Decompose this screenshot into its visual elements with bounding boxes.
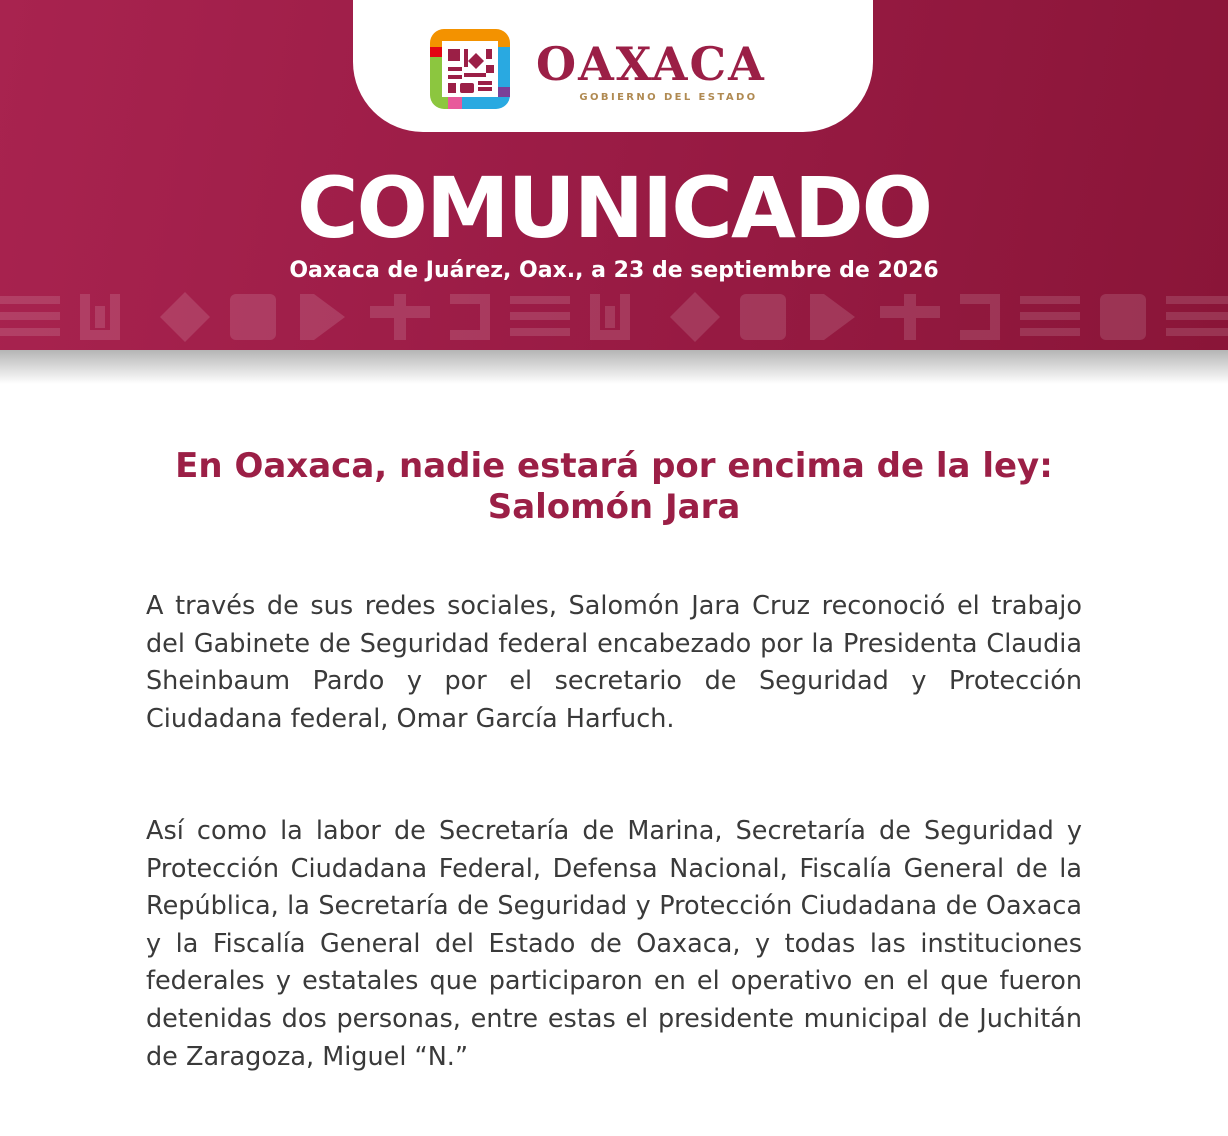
- brand-subtitle: GOBIERNO DEL ESTADO: [579, 92, 758, 103]
- article-paragraph: Así como la labor de Secretaría de Marina, Secretaría de Seguridad y Protección Ciudadana Federal, Defensa Nacional, Fiscalía General de la República, la Secretaría de Seguridad y Protección Ciudadana de Oaxaca y la Fiscalía General del Estado de Oaxaca, y todas las instituciones federales y estatales que participaron en el operativo en el que fueron detenidas dos personas, entre estas el presidente municipal de Juchitán de Zaragoza, Miguel “N.”: [146, 816, 1082, 1072]
- fretwork-pattern-icon: [0, 288, 1228, 346]
- header-shadow: [0, 350, 1228, 384]
- page-title: COMUNICADO: [296, 159, 932, 257]
- dateline: Oaxaca de Juárez, Oax., a 23 de septiembre de 2026: [289, 258, 939, 283]
- oaxaca-government-logo-icon: [428, 27, 512, 111]
- header-banner: [0, 0, 1228, 350]
- article-paragraph: A través de sus redes sociales, Salomón Jara Cruz reconoció el trabajo del Gabinete de Seguridad federal encabezado por la Presidenta Claudia Sheinbaum Pardo y por el secretario de Seguridad y Protección Ciudadana federal, Omar García Harfuch.: [146, 591, 1082, 734]
- brand-name: OAXACA: [536, 37, 766, 91]
- article-headline: En Oaxaca, nadie estará por encima de la ley: Salomón Jara: [175, 446, 1053, 527]
